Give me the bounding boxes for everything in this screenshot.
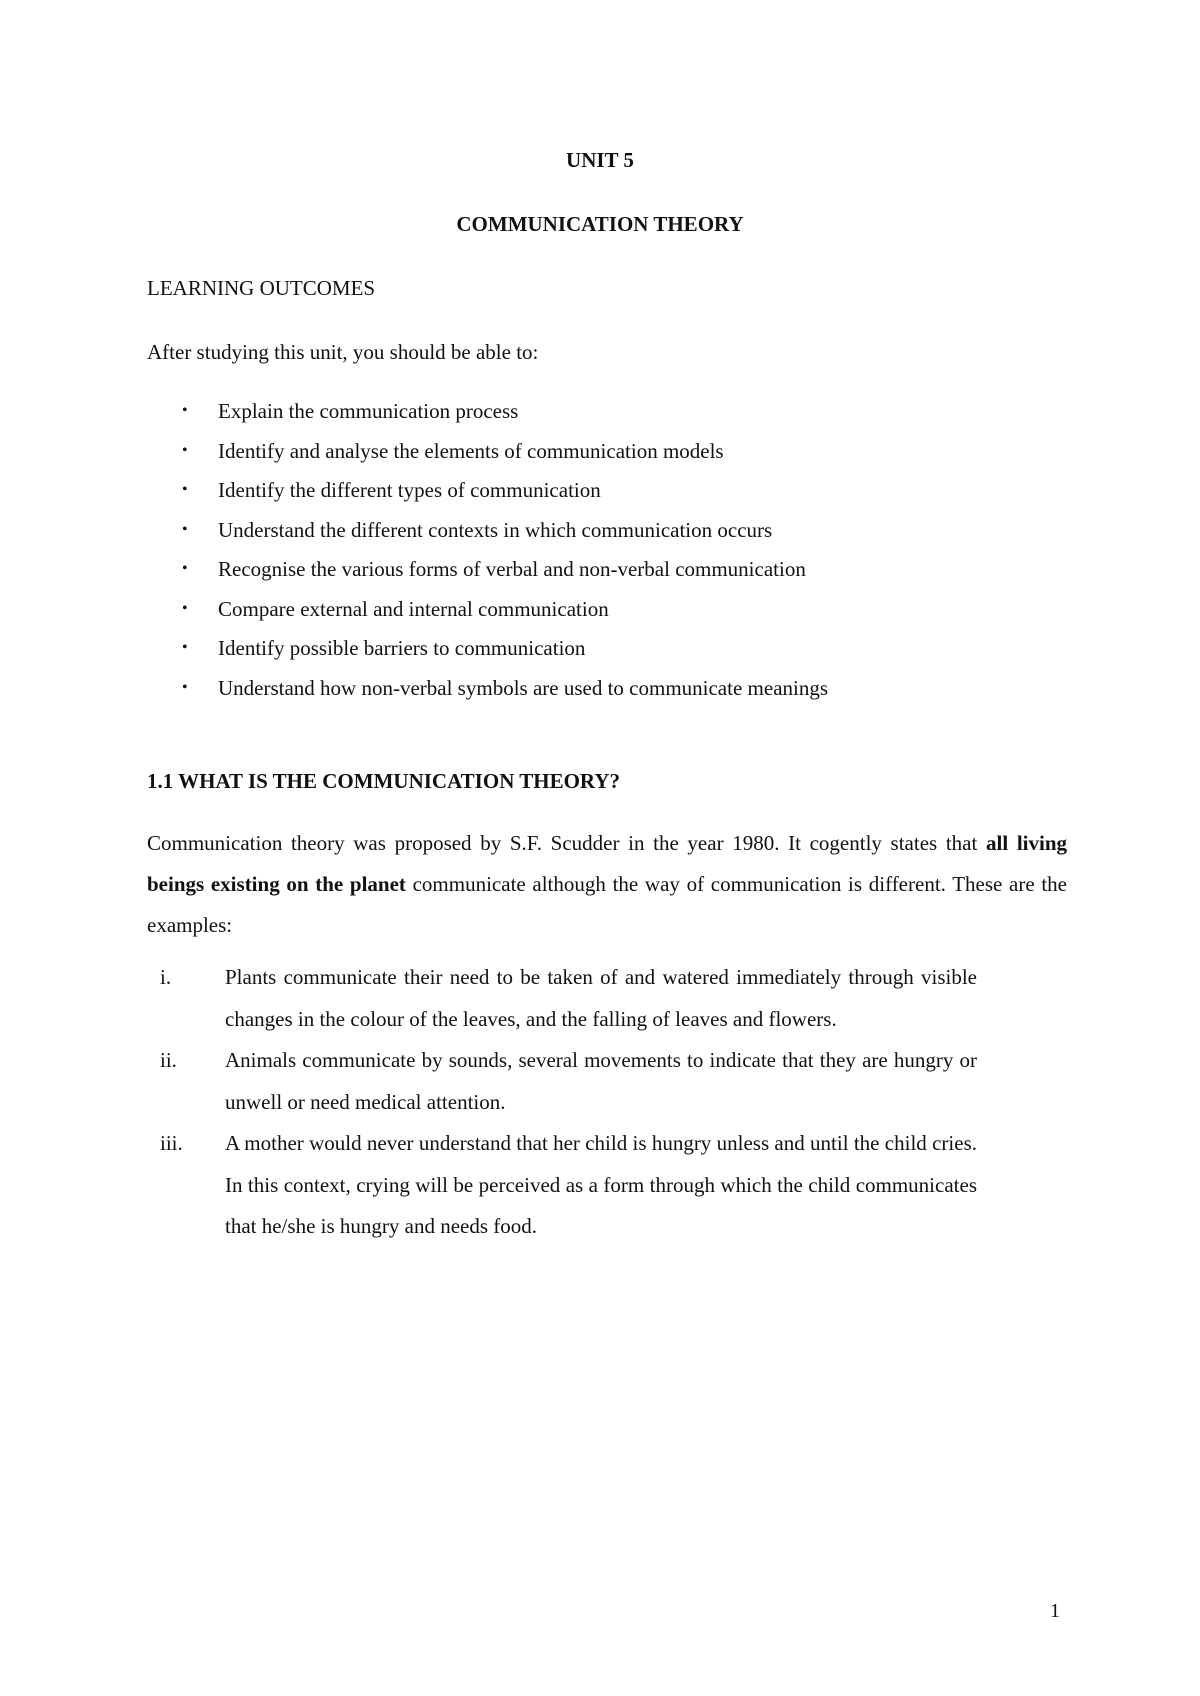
list-item-text: Understand the different contexts in which communication occurs bbox=[218, 517, 773, 542]
list-item-text: Explain the communication process bbox=[218, 399, 519, 423]
document-title: COMMUNICATION THEORY bbox=[456, 212, 744, 236]
example-text: Plants communicate their need to be taken of and watered immediately through visible changes in the colour of the leaves, and the falling of leaves and flowers. bbox=[225, 965, 977, 1031]
bullet-icon: • bbox=[182, 402, 188, 419]
example-numeral: iii. bbox=[160, 1131, 183, 1155]
paragraph-bold-phrase: all living beings existing on the planet bbox=[147, 831, 1067, 896]
section-paragraph bbox=[147, 823, 1067, 946]
example-item bbox=[0, 957, 977, 1040]
bullet-icon: • bbox=[182, 520, 188, 538]
paragraph-text-start: Communication theory was proposed by S.F. Scudder in the year 1980. It cogently states that bbox=[147, 831, 986, 855]
unit-label: UNIT 5 bbox=[566, 148, 634, 172]
examples-list bbox=[0, 957, 977, 1248]
bullet-icon: • bbox=[182, 639, 188, 656]
list-item-text: Identify possible barriers to communication bbox=[218, 636, 586, 660]
list-item-text: Recognise the various forms of verbal and non-verbal communication bbox=[218, 557, 806, 581]
example-numeral: ii. bbox=[160, 1048, 177, 1072]
example-numeral: i. bbox=[160, 965, 172, 989]
list-item-text: Identify and analyse the elements of communication models bbox=[218, 438, 724, 463]
page-number: 1 bbox=[1050, 1600, 1060, 1622]
learning-outcomes-intro: After studying this unit, you should be able to: bbox=[147, 340, 539, 364]
example-text: A mother would never understand that her child is hungry unless and until the child cries. In this context, crying will be perceived as a form through which the child communicates that he/she is hungry and needs food. bbox=[225, 1131, 977, 1238]
bullet-icon: • bbox=[182, 599, 188, 617]
bullet-icon: • bbox=[182, 441, 188, 459]
list-item-text: Understand how non-verbal symbols are used to communicate meanings bbox=[218, 675, 829, 700]
list-item-text: Compare external and internal communication bbox=[218, 596, 609, 621]
bullet-icon: • bbox=[182, 481, 188, 498]
learning-outcomes-heading: LEARNING OUTCOMES bbox=[147, 276, 376, 300]
example-item bbox=[0, 1123, 977, 1248]
paragraph-text-end: communicate although the way of communication is different. These are the examples: bbox=[147, 872, 1067, 937]
example-text: Animals communicate by sounds, several movements to indicate that they are hungry or unwell or need medical attention. bbox=[225, 1048, 977, 1114]
bullet-icon: • bbox=[182, 560, 188, 577]
example-item bbox=[0, 1040, 977, 1123]
list-item-text: Identify the different types of communication bbox=[218, 478, 601, 502]
section-heading: 1.1 WHAT IS THE COMMUNICATION THEORY? bbox=[147, 769, 621, 793]
bullet-icon: • bbox=[182, 678, 188, 696]
